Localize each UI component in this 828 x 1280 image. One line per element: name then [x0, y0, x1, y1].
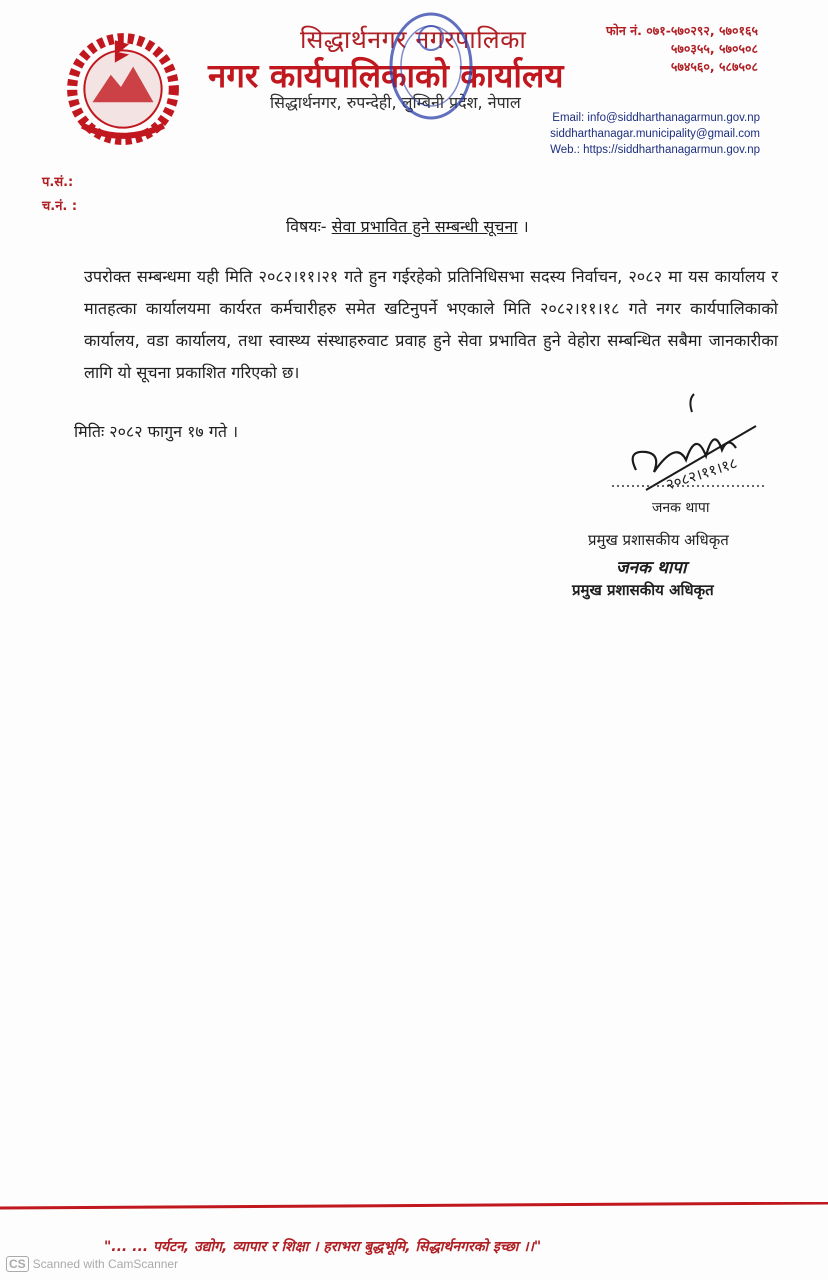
signatory-title: प्रमुख प्रशासकीय अधिकृत [588, 531, 729, 549]
phone-line: फोन नं. ०७१-५७०२९२, ५७०१६५ [606, 23, 758, 38]
chalani-number-label: च.नं. : [42, 199, 78, 214]
notice-body: उपरोक्त सम्बन्धमा यही मिति २०८२।११।२१ गते हुन गईरहेको प्रतिनिधिसभा सदस्य निर्वाचन, २०८२ मा यस कार्यालय र मातहत्का कार्यालयमा कार्यरत कर्मचारीहरु समेत खटिनुपर्ने भएकाले मिति २०८२।११।१८ गते नगर कार्यपालिकाको कार्यालय, वडा कार्यालय, तथा स्वास्थ्य संस्थाहरुवाट प्रवाह हुने सेवा प्रभावित हुने वेहोरा सम्बन्धित सबैमा जानकारीका लागि यो सूचना प्रकाशित गरिएको छ। [84, 267, 778, 382]
notice-subject [286, 215, 529, 237]
footer-divider [0, 1202, 828, 1210]
contact-info [550, 110, 760, 158]
watermark-text: Scanned with CamScanner [32, 1257, 179, 1271]
subject-end: । [522, 217, 529, 236]
office-name: नगर कार्यपालिकाको कार्यालय [208, 56, 564, 95]
footer-slogan: "... ... पर्यटन, उद्योग, व्यापार र शिक्षा । हराभरा बुद्धभूमि, सिद्धार्थनगरको इच्छा ।।" [104, 1239, 542, 1255]
signatory-name: जनक थापा [652, 500, 710, 516]
signature-date: २०८२।११।१८ [663, 453, 740, 494]
camscanner-logo-icon: CS [6, 1256, 29, 1272]
phone-numbers [606, 22, 758, 76]
phone-line: ५७०३५५, ५७०५०८ [670, 41, 758, 56]
subject-label: विषयः- [286, 217, 327, 236]
email-secondary: siddharthanagar.municipality@gmail.com [550, 128, 760, 140]
municipality-name: सिद्धार्थनगर नगरपालिका [300, 25, 527, 54]
nepal-emblem-icon [62, 26, 184, 148]
website: Web.: https://siddharthanagarmun.gov.np [550, 144, 760, 156]
phone-line: ५७४५६०, ५८७५०८ [670, 59, 758, 74]
notice-date: मितिः २०८२ फागुन १७ गते । [74, 422, 239, 441]
handwritten-signature [606, 390, 786, 510]
office-stamp [383, 6, 479, 126]
camscanner-watermark [6, 1256, 178, 1272]
signatory-title-stamp: प्रमुख प्रशासकीय अधिकृत [572, 581, 714, 599]
office-address: सिद्धार्थनगर, रुपन्देही, लुम्बिनी प्रदेश, नेपाल [270, 93, 521, 112]
signatory-name-stamp: जनक थापा [616, 558, 687, 578]
email-primary: Email: info@siddharthanagarmun.gov.np [552, 112, 760, 124]
patra-sankhya-label: प.सं.: [42, 175, 74, 190]
subject-text: सेवा प्रभावित हुने सम्बन्धी सूचना [331, 217, 518, 236]
